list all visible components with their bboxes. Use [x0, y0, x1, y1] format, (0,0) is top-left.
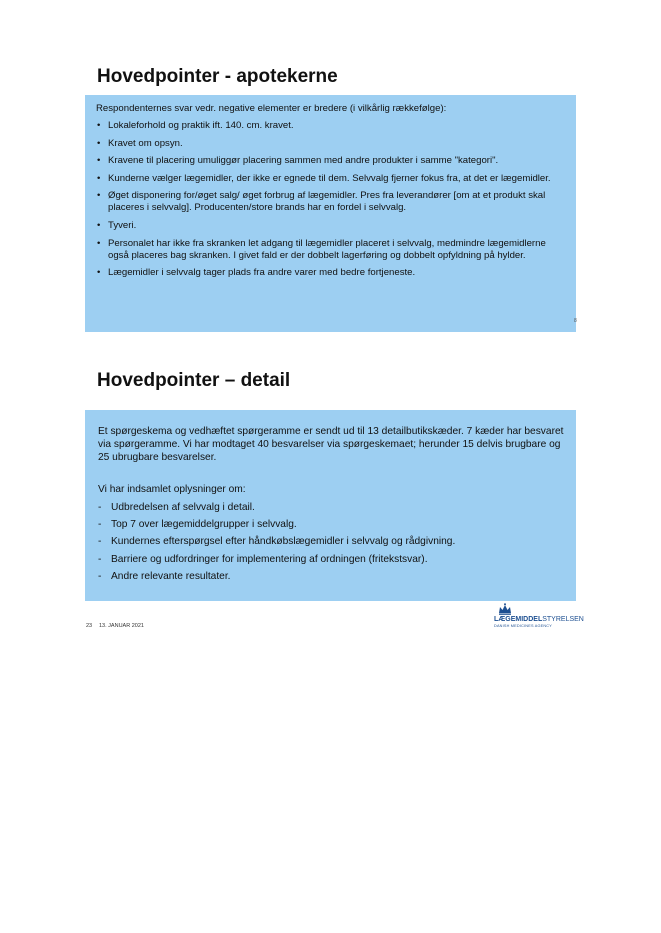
logo-subtitle: DANISH MEDICINES AGENCY — [494, 624, 552, 628]
list-item — [96, 138, 566, 150]
list-item — [98, 570, 566, 583]
bullet-text: Kravet om opsyn. — [108, 137, 183, 149]
list-item — [98, 518, 566, 531]
crown-icon — [498, 603, 512, 615]
dash-mark: - — [98, 553, 102, 565]
dash-item-text: Udbredelsen af selvvalg i detail. — [111, 502, 255, 513]
slide2-paragraph-2: Vi har indsamlet oplysninger om: — [98, 484, 246, 495]
list-item — [96, 120, 566, 132]
footer-page-number: 23 — [86, 623, 93, 629]
bullet-text: Kravene til placering umuliggør placering sammen med andre produkter i samme "kategori". — [108, 155, 499, 167]
bullet-text: Tyveri. — [108, 219, 137, 231]
list-item — [98, 553, 566, 566]
slide2-title: Hovedpointer – detail — [97, 370, 291, 391]
bullet-mark: • — [97, 137, 101, 149]
slide2-content-box — [85, 410, 576, 601]
dash-mark: - — [98, 502, 102, 513]
bullet-mark: • — [97, 155, 101, 167]
logo-name-regular: STYRELSEN — [542, 616, 584, 623]
slide1-corner-mark: 8 — [574, 318, 577, 324]
bullet-text: Øget disponering for/øget salg/ øget forbrug af lægemidler. Pres fra leverandører [om at et produkt skal placeres i selvvalg]. Producenten/store brands har en fordel i selvvalg. — [108, 190, 546, 214]
list-item — [96, 220, 566, 232]
slide2-paragraph-1: Et spørgeskema og vedhæftet spørgeramme er sendt ud til 13 detailbutikskæder. 7 kæder har besvaret via spørgeramme. Vi har modtaget 40 besvarelser via spørgeskemaet; herunder 15 delvis brugbare og 25 ubrugbare besvarelser. — [98, 426, 564, 463]
list-item — [98, 501, 566, 514]
dash-item-text: Kundernes efterspørgsel efter håndkøbslægemidler i selvvalg og rådgivning. — [111, 536, 456, 548]
slide2-dash-list — [98, 501, 566, 583]
logo-name-bold: LÆGEMIDDEL — [494, 616, 543, 623]
list-item — [96, 173, 566, 185]
bullet-text: Kunderne vælger lægemidler, der ikke er egnede til dem. Selvvalg fjerner fokus fra, at det er lægemidler. — [108, 172, 551, 184]
dash-item-text: Barriere og udfordringer for implementering af ordningen (fritekstsvar). — [111, 553, 428, 565]
dash-item-text: Top 7 over lægemiddelgrupper i selvvalg. — [111, 519, 297, 531]
list-item — [96, 155, 566, 167]
bullet-mark: • — [97, 219, 101, 231]
list-item — [96, 190, 566, 214]
bullet-mark: • — [97, 172, 101, 184]
list-item — [96, 267, 566, 279]
slide1-title: Hovedpointer - apotekerne — [97, 66, 338, 87]
dash-item-text: Andre relevante resultater. — [111, 570, 231, 582]
bullet-mark: • — [97, 237, 101, 249]
footer-date: 13. JANUAR 2021 — [99, 623, 144, 629]
slide1-intro: Respondenternes svar vedr. negative elementer er bredere (i vilkårlig rækkefølge): — [96, 103, 447, 114]
list-item — [96, 238, 566, 262]
bullet-mark: • — [97, 267, 101, 279]
bullet-text: Lokaleforhold og praktik ift. 140. cm. kravet. — [108, 120, 294, 131]
list-item — [98, 535, 566, 548]
bullet-text: Lægemidler i selvvalg tager plads fra andre varer med bedre fortjeneste. — [108, 267, 416, 279]
slide1-bullet-list — [96, 120, 566, 279]
dash-mark: - — [98, 519, 102, 531]
bullet-mark: • — [97, 190, 101, 202]
logo-wordmark — [494, 616, 584, 624]
bullet-mark: • — [97, 120, 101, 131]
slide1-content-box — [85, 95, 576, 332]
dash-mark: - — [98, 570, 102, 582]
agency-logo — [494, 603, 584, 633]
dash-mark: - — [98, 536, 102, 548]
bullet-text: Personalet har ikke fra skranken let adgang til lægemidler placeret i selvvalg, medmindre lægemidlerne også placeres bag skranken. I givet fald er der dobbelt lagerføring og dobbelt opfyldning på hylder. — [108, 237, 546, 261]
